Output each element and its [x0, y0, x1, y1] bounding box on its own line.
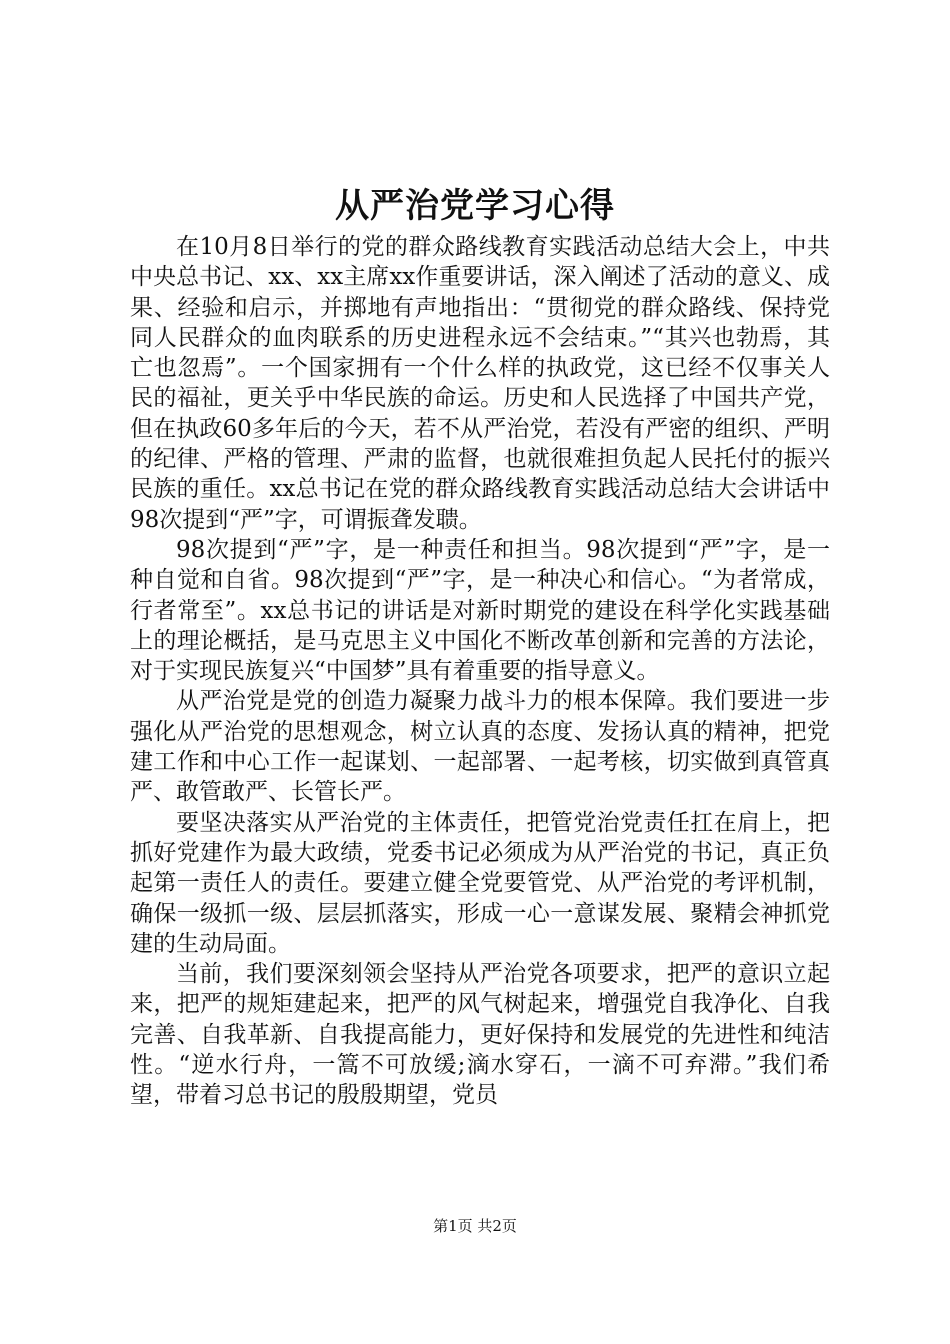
- paragraph-5: 当前，我们要深刻领会坚持从严治党各项要求，把严的意识立起来，把严的规矩建起来，把严的风气树起来，增强党自我净化、自我完善、自我革新、自我提高能力，更好保持和发展党的先进性和纯洁性。“逆水行舟，一篙不可放缓;滴水穿石，一滴不可弃滞。”我们希望，带着习总书记的殷殷期望，党员: [130, 961, 830, 1109]
- paragraph-3: 从严治党是党的创造力凝聚力战斗力的根本保障。我们要进一步强化从严治党的思想观念，树立认真的态度、发扬认真的精神，把党建工作和中心工作一起谋划、一起部署、一起考核，切实做到真管真严、敢管敢严、长管长严。: [130, 688, 830, 806]
- document-title: 从严治党学习心得: [335, 186, 615, 226]
- paragraph-1: 在10月8日举行的党的群众路线教育实践活动总结大会上，中共中央总书记、xx、xx主席xx作重要讲话，深入阐述了活动的意义、成果、经验和启示，并掷地有声地指出：“贯彻党的群众路线、保持党同人民群众的血肉联系的历史进程永远不会结束。”“其兴也勃焉，其亡也忽焉”。一个国家拥有一个什么样的执政党，这已经不仅事关人民的福祉，更关乎中华民族的命运。历史和人民选择了中国共产党，但在执政60多年后的今天，若不从严治党，若没有严密的组织、严明的纪律、严格的管理、严肃的监督，也就很难担负起人民托付的振兴民族的重任。xx总书记在党的群众路线教育实践活动总结大会讲话中98次提到“严”字，可谓振聋发聩。: [130, 234, 830, 533]
- paragraph-2: 98次提到“严”字，是一种责任和担当。98次提到“严”字，是一种自觉和自省。98次提到“严”字，是一种决心和信心。“为者常成，行者常至”。xx总书记的讲话是对新时期党的建设在科学化实践基础上的理论概括，是马克思主义中国化不断改革创新和完善的方法论，对于实现民族复兴“中国梦”具有着重要的指导意义。: [130, 536, 830, 685]
- paragraph-4: 要坚决落实从严治党的主体责任，把管党治党责任扛在肩上，把抓好党建作为最大政绩，党委书记必须成为从严治党的书记，真正负起第一责任人的责任。要建立健全党要管党、从严治党的考评机制，确保一级抓一级、层层抓落实，形成一心一意谋发展、聚精会神抓党建的生动局面。: [130, 809, 830, 957]
- page-footer: 第1页 共2页: [433, 1217, 517, 1235]
- document-body: [130, 232, 830, 1111]
